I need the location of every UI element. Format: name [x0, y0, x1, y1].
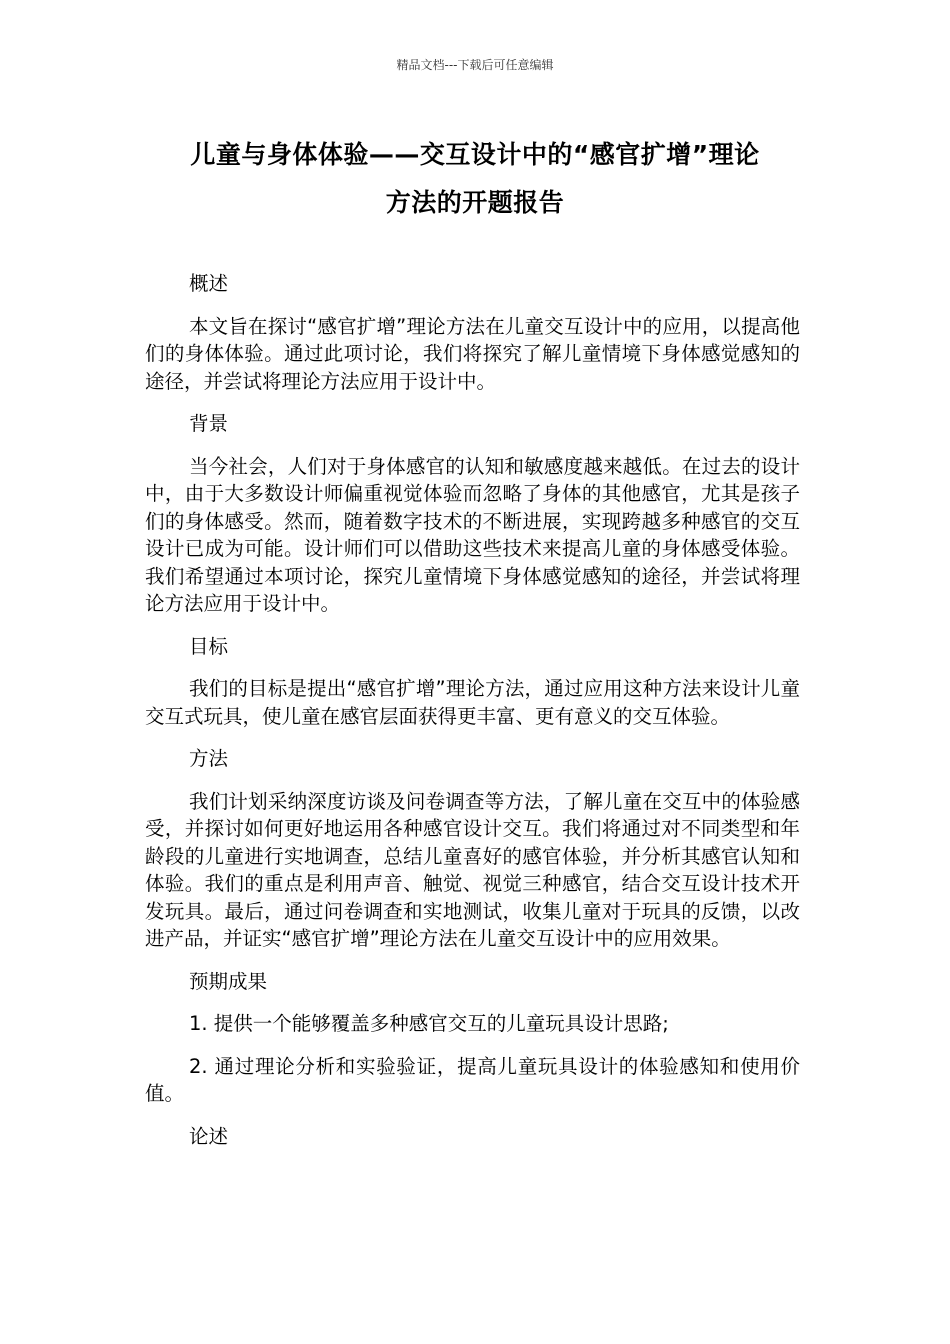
section-heading-goal: 目标: [189, 634, 229, 658]
section-heading-outcomes: 预期成果: [189, 969, 268, 993]
section-heading-overview: 概述: [189, 272, 229, 295]
section-text-overview: 本文旨在探讨“感官扩增”理论方法在儿童交互设计中的应用，以提高他们的身体体验。通过此项讨论，我们将探究了解儿童情境下身体感觉感知的途径，并尝试将理论方法应用于设计中。: [145, 314, 800, 393]
document-body: [145, 270, 800, 1165]
section-heading-method: 方法: [189, 747, 229, 770]
document-title: [140, 131, 810, 227]
outcome-item-2: 2. 通过理论分析和实验验证，提高儿童玩具设计的体验感知和使用价值。: [145, 1054, 800, 1105]
section-text-background: 当今社会，人们对于身体感官的认知和敏感度越来越低。在过去的设计中，由于大多数设计师偏重视觉体验而忽略了身体的其他感官，尤其是孩子们的身体感受。然而，随着数字技术的不断进展，实现跨越多种感官的交互设计已成为可能。设计师们可以借助这些技术来提高儿童的身体感受体验。我们希望通过本项讨论，探究儿童情境下身体感觉感知的途径，并尝试将理论方法应用于设计中。: [145, 454, 800, 615]
section-heading-discussion: 论述: [189, 1124, 229, 1148]
section-text-method: 我们计划采纳深度访谈及问卷调查等方法，了解儿童在交互中的体验感受，并探讨如何更好地运用各种感官设计交互。我们将通过对不同类型和年龄段的儿童进行实地调查，总结儿童喜好的感官体验，并分析其感官认知和体验。我们的重点是利用声音、触觉、视觉三种感官，结合交互设计技术开发玩具。最后，通过问卷调查和实地测试，收集儿童对于玩具的反馈，以改进产品，并证实“感官扩增”理论方法在儿童交互设计中的应用效果。: [145, 789, 800, 950]
title-line-1: 儿童与身体体验——交互设计中的“感官扩增”理论: [190, 140, 760, 169]
section-heading-background: 背景: [189, 412, 229, 435]
outcome-item-1: 1. 提供一个能够覆盖多种感官交互的儿童玩具设计思路;: [189, 1012, 669, 1035]
title-line-2: 方法的开题报告: [385, 188, 565, 217]
section-text-goal: 我们的目标是提出“感官扩增”理论方法，通过应用这种方法来设计儿童交互式玩具，使儿童在感官层面获得更丰富、更有意义的交互体验。: [145, 677, 800, 728]
header-note: 精品文档---下载后可任意编辑: [396, 58, 554, 72]
